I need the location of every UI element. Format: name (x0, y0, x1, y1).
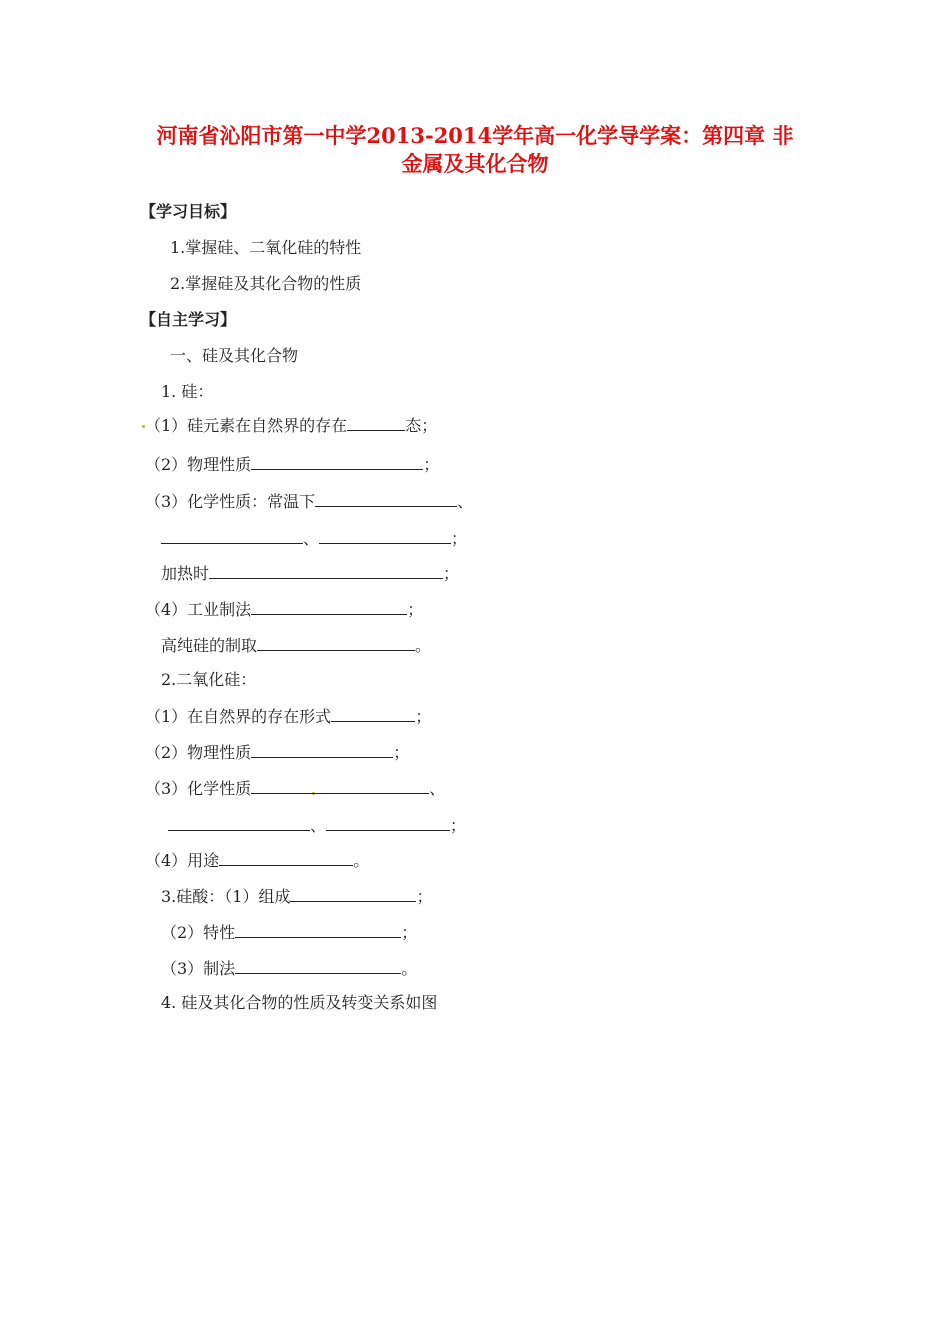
blank-field[interactable] (251, 740, 393, 758)
punct-period: 。 (415, 636, 432, 655)
blank-field[interactable] (347, 413, 405, 431)
silicon-heating (161, 561, 459, 585)
silicic-acid-q2-label: （2）特性 (161, 923, 236, 942)
punct-semicolon: ； (416, 887, 433, 906)
sio2-q2-label: （2）物理性质 (145, 743, 252, 762)
silicon-pure-label: 高纯硅的制取 (161, 636, 258, 655)
document-title-line2: 金属及其化合物 (401, 151, 549, 176)
sio2-q3 (145, 776, 445, 800)
punct-semicolon: ； (443, 564, 460, 583)
blank-field[interactable] (235, 920, 401, 938)
blank-field[interactable] (251, 776, 429, 794)
punct-comma: 、 (429, 779, 446, 798)
sio2-q2 (145, 740, 409, 764)
punct-semicolon: ； (423, 455, 440, 474)
silicic-acid-q1 (161, 884, 432, 908)
goals-heading: 【学习目标】 (140, 202, 237, 221)
blank-field[interactable] (315, 489, 457, 507)
sio2-q4-label: （4）用途 (145, 851, 220, 870)
silicic-acid-q3 (161, 956, 417, 980)
silicon-q3-cont (161, 526, 467, 550)
blank-field[interactable] (257, 633, 415, 651)
silicon-heading: 1. 硅： (161, 382, 214, 401)
blank-field[interactable] (319, 526, 451, 544)
goal-item-1: 1.掌握硅、二氧化硅的特性 (170, 238, 362, 257)
sio2-q4 (145, 848, 369, 872)
sio2-q3-cont (168, 813, 466, 837)
silicon-q3-label: （3）化学性质：常温下 (145, 492, 316, 511)
blank-field[interactable] (168, 813, 310, 831)
punct-semicolon: ； (451, 529, 468, 548)
blank-field[interactable] (251, 452, 423, 470)
punct-semicolon: ； (415, 707, 432, 726)
sio2-q1 (145, 704, 431, 728)
silicic-acid-q3-label: （3）制法 (161, 959, 236, 978)
punct-semicolon: ； (450, 816, 467, 835)
blank-field[interactable] (251, 597, 407, 615)
silicon-q1 (145, 413, 437, 437)
goal-item-2: 2.掌握硅及其化合物的性质 (170, 274, 362, 293)
punct-period: 。 (401, 959, 418, 978)
self-study-heading: 【自主学习】 (140, 310, 237, 329)
blank-field[interactable] (326, 813, 450, 831)
silicon-q1-suffix: 态； (405, 416, 438, 435)
section-silicon-compounds: 一、硅及其化合物 (170, 346, 299, 365)
blank-field[interactable] (331, 704, 415, 722)
blank-field[interactable] (290, 884, 416, 902)
silicic-acid-q2 (161, 920, 417, 944)
punct-semicolon: ； (401, 923, 418, 942)
punct-semicolon: ； (393, 743, 410, 762)
sio2-q3-label: （3）化学性质 (145, 779, 252, 798)
silicon-q4 (145, 597, 423, 621)
silicon-q2 (145, 452, 439, 476)
silicon-q2-label: （2）物理性质 (145, 455, 252, 474)
sio2-heading: 2.二氧化硅： (161, 670, 257, 689)
blank-field[interactable] (209, 561, 443, 579)
silicon-q4-label: （4）工业制法 (145, 600, 252, 619)
punct-comma: 、 (457, 492, 474, 511)
blank-field[interactable] (161, 526, 303, 544)
punct-comma: 、 (310, 816, 327, 835)
punct-semicolon: ； (407, 600, 424, 619)
silicon-q3 (145, 489, 473, 513)
blank-field[interactable] (235, 956, 401, 974)
document-title-line1: 河南省沁阳市第一中学2013-2014学年高一化学导学案：第四章 非 (156, 123, 794, 148)
silicon-q1-label: （1）硅元素在自然界的存在 (145, 416, 348, 435)
silicon-pure (161, 633, 431, 657)
silicon-heating-label: 加热时 (161, 564, 210, 583)
sio2-q1-label: （1）在自然界的存在形式 (145, 707, 332, 726)
silicon-relations-item: 4. 硅及其化合物的性质及转变关系如图 (161, 993, 438, 1012)
punct-comma: 、 (303, 529, 320, 548)
punct-period: 。 (353, 851, 370, 870)
silicic-acid-heading: 3.硅酸：（1）组成 (161, 887, 291, 906)
blank-field[interactable] (219, 848, 353, 866)
